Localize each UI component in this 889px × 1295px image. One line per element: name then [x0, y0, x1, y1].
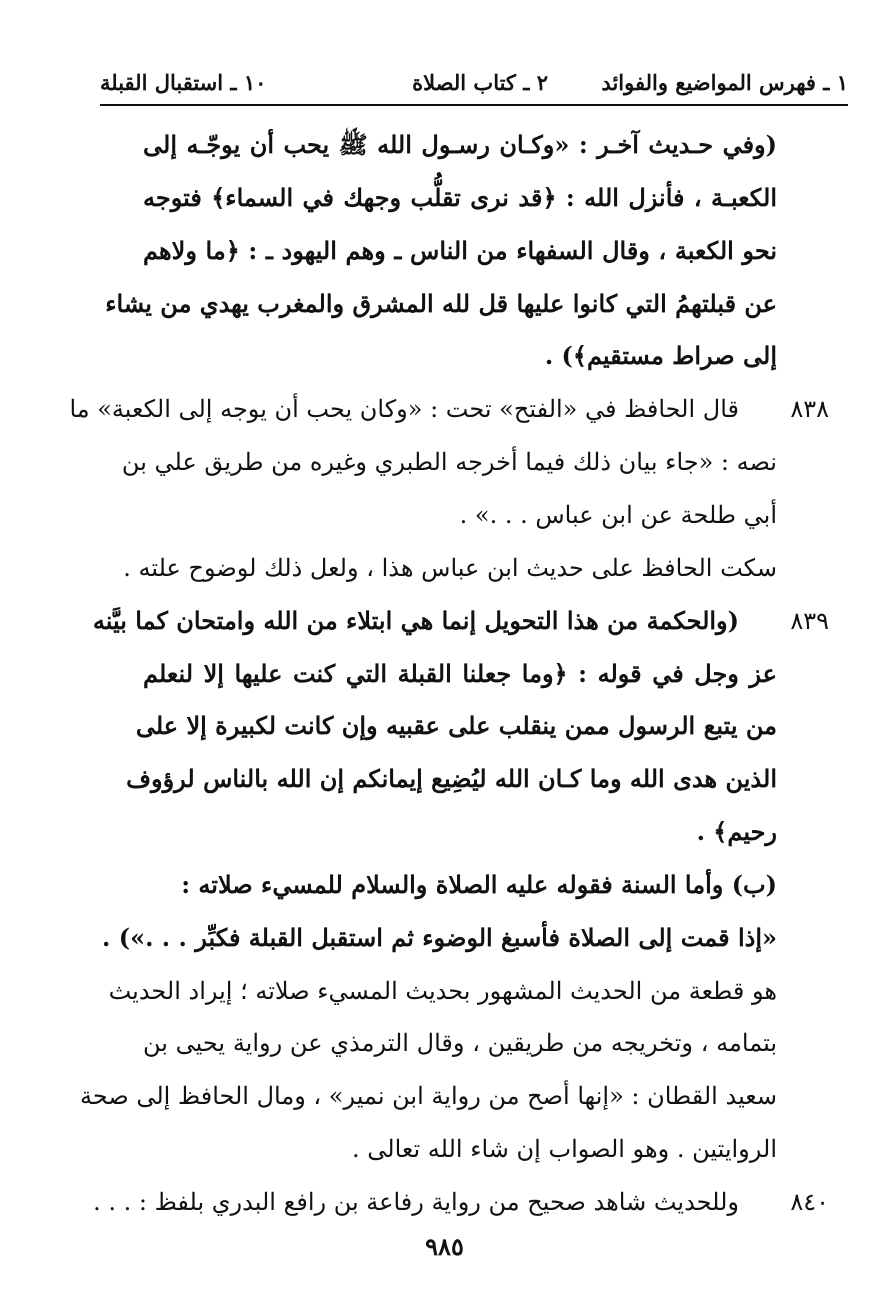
- text-line: رحيم﴾ .: [696, 817, 777, 846]
- text-line: (وفي حـديث آخـر : «وكـان رسـول الله ﷺ يحب أن يوجّـه إلى: [143, 130, 777, 159]
- text-line: إلى صراط مستقيم﴾) .: [544, 341, 777, 370]
- text-line: نصه : «جاء بيان ذلك فيما أخرجه الطبري وغيره من طريق علي بن: [121, 448, 777, 476]
- text-line: الذين هدى الله وما كـان الله ليُضِيع إيمانكم إن الله بالناس لرؤوف: [126, 764, 777, 793]
- text-line: هو قطعة من الحديث المشهور بحديث المسيء صلاته ؛ إيراد الحديث: [108, 977, 777, 1005]
- item-number: ٨٤٠: [790, 1188, 829, 1216]
- text-line: الروايتين . وهو الصواب إن شاء الله تعالى .: [352, 1135, 777, 1163]
- running-header: [100, 68, 848, 106]
- text-line: (ب) وأما السنة فقوله عليه الصلاة والسلام للمسيء صلاته :: [181, 870, 777, 899]
- text-line: سعيد القطان : «إنها أصح من رواية ابن نمير» ، ومال الحافظ إلى صحة: [79, 1082, 777, 1110]
- text-line: وللحديث شاهد صحيح من رواية رفاعة بن رافع البدري بلفظ : . . .: [93, 1188, 739, 1216]
- header-book-title: ٢ ـ كتاب الصلاة: [412, 70, 548, 95]
- text-line: قال الحافظ في «الفتح» تحت : «وكان يحب أن يوجه إلى الكعبة» ما: [69, 395, 739, 423]
- item-number: ٨٣٩: [790, 607, 829, 635]
- text-line: أبي طلحة عن ابن عباس . . .» .: [459, 501, 777, 529]
- text-line: بتمامه ، وتخريجه من طريقين ، وقال الترمذي عن رواية يحيى بن: [143, 1029, 777, 1057]
- text-line: عن قبلتهمُ التي كانوا عليها قل لله المشرق والمغرب يهدي من يشاء: [105, 289, 777, 318]
- text-line: سكت الحافظ على حديث ابن عباس هذا ، ولعل ذلك لوضوح علته .: [123, 554, 777, 582]
- page-number: ٩٨٥: [425, 1232, 464, 1261]
- text-line: عز وجل في قوله : ﴿وما جعلنا القبلة التي كنت عليها إلا لنعلم: [143, 659, 777, 688]
- item-number: ٨٣٨: [790, 395, 829, 423]
- header-section-index: ١ ـ فهرس المواضيع والفوائد: [601, 70, 848, 95]
- text-line: نحو الكعبة ، وقال السفهاء من الناس ـ وهم اليهود ـ : ﴿ما ولاهم: [143, 236, 777, 265]
- text-line: الكعبـة ، فأنزل الله : ﴿قد نرى تقلُّب وجهك في السماء﴾ فتوجه: [143, 183, 777, 212]
- text-line: «إذا قمت إلى الصلاة فأسبغ الوضوء ثم استقبل القبلة فكبِّر . . .») .: [102, 923, 777, 952]
- text-line: من يتبع الرسول ممن ينقلب على عقبيه وإن كانت لكبيرة إلا على: [135, 711, 777, 740]
- header-chapter-title: ١٠ ـ استقبال القبلة: [100, 70, 267, 95]
- text-line: (والحكمة من هذا التحويل إنما هي ابتلاء من الله وامتحان كما بيَّنه: [92, 606, 739, 635]
